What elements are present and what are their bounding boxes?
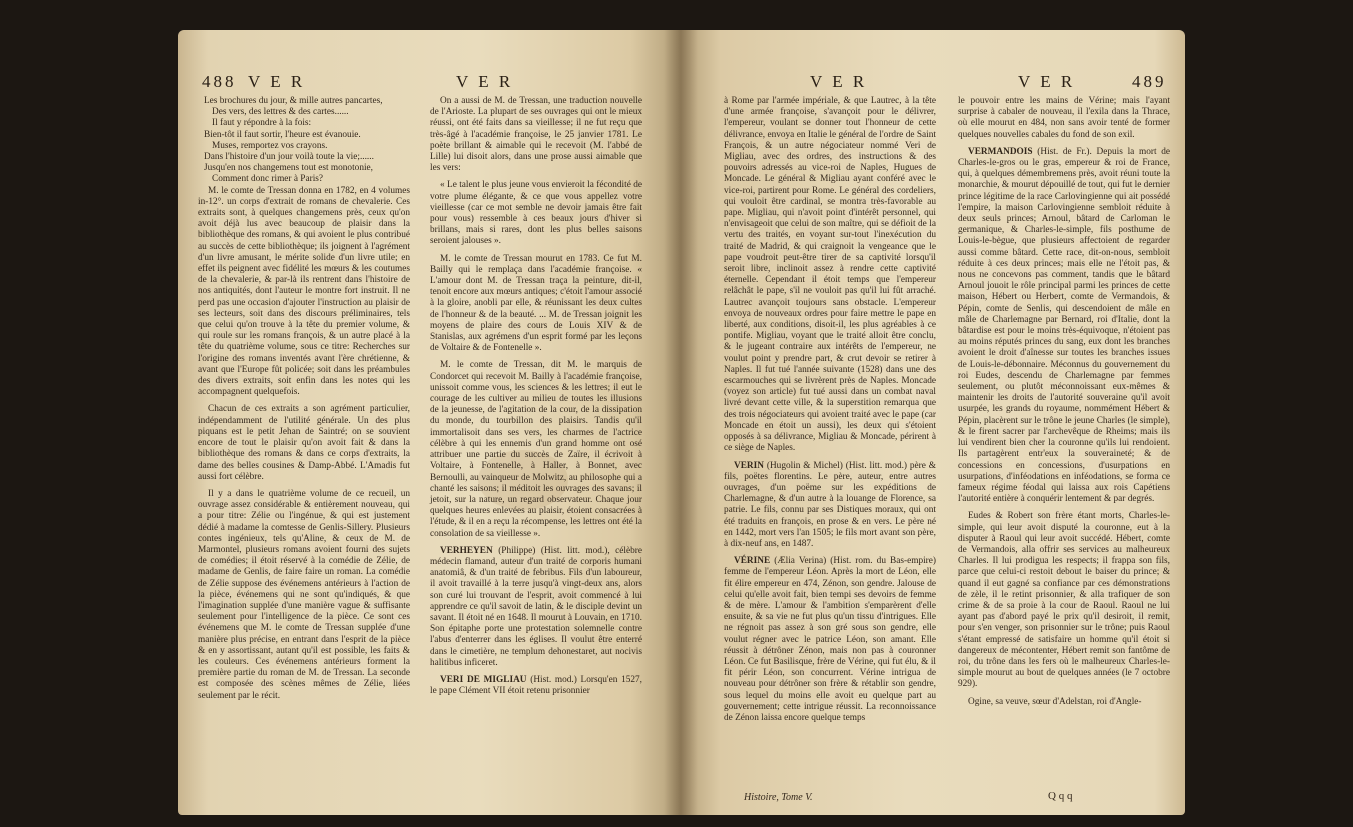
right-column-1 bbox=[724, 96, 936, 730]
paragraph bbox=[430, 96, 642, 174]
paragraph-text: (Hugolin & Michel) (Hist. litt. mod.) père & fils, poëtes florentins. Le père, auteur, entre autres ouvrages, d'un poëme sur les expéditions de Charlemagne, & d'un autre à la louange de Florence, sa patrie. Le fils, connu par ses Distiques moraux, qui ont été traduits en françois, en prose & en vers. Le père né en 1442, mort vers l'an 1505; le fils mort avant son père, à dix-neuf ans, en 1487. bbox=[724, 460, 936, 549]
verse-line bbox=[198, 96, 410, 107]
verse-line bbox=[198, 163, 410, 174]
paragraph-text: « Le talent le plus jeune vous envieroit la fécondité de votre plume élégante, & ce que vous appellez votre vieillesse (car ce mot semble ne devoir jamais être fait pour vous) ressemble à ces beaux jours d'hiver si brillans, mais si rares, dont les plus belles saisons seroient jalouses ». bbox=[430, 180, 642, 247]
running-head-left-a: V E R bbox=[248, 72, 306, 91]
paragraph-text: Bien-tôt il faut sortir, l'heure est évanouie. bbox=[204, 129, 361, 140]
paragraph-text: M. le comte de Tressan donna en 1782, en 4 volumes in-12°. un corps d'extrait de romans de chevalerie. Ces extraits sont, à quelques changemens près, ceux qu'on avoit déjà lus avec beaucoup de plaisir dans la bibliothèque des romans, & qui avoient le plus contribué au succès de cette bibliothèque; ils joignent à l'agrément d'un livre amusant, le mérite solide d'un livre utile; en effet ils peignent avec fidélité les mœurs & les coutumes de la chevalerie, & par-là ils rentrent dans l'histoire de nos antiquités, dont l'auteur le montre fort instruit. Il ne perd pas une occasion d'ajouter l'instruction au plaisir de ses lecteurs, soit dans des discours préliminaires, tels que celui qu'on trouve à la tête du premier volume, & qui roule sur les romans françois, & un autre placé à la tête du quatrième volume, sous ce titre: Recherches sur l'origine des romans inventés avant l'ère chrétienne, & avant que l'Europe fût policée; soit dans les préambules des divers extraits, soit enfin dans les notes qui les accompagnent quelquefois. bbox=[198, 185, 410, 398]
paragraph-text: le pouvoir entre les mains de Vérine; mais l'ayant surprise à cabaler de nouveau, il l'exila dans la Thrace, où elle mourut en 484, non sans avoir tenté de former quelques nouvelles cabales du fond de son exil. bbox=[958, 96, 1170, 140]
left-page bbox=[178, 30, 680, 815]
paragraph-text: Jusqu'en nos changemens tout est monotonie, bbox=[204, 163, 373, 174]
book-gutter bbox=[664, 30, 698, 815]
entry-headword: VERI DE MIGLIAU bbox=[440, 674, 527, 685]
running-head-right-b: V E R bbox=[1018, 72, 1076, 91]
paragraph bbox=[430, 675, 642, 697]
paragraph bbox=[430, 360, 642, 539]
paragraph bbox=[958, 511, 1170, 690]
entry-headword: VERIN bbox=[734, 460, 764, 471]
paragraph bbox=[198, 186, 410, 399]
paragraph-text: (Ælia Verina) (Hist. rom. du Bas-empire) femme de l'empereur Léon. Après la mort de Léon, elle fit élire empereur en 474, Zénon, son gendre. Jalouse de celui qu'elle avoit fait, bien tempi ses devoirs de femme & de mère. L'amour & l'ambition s'emparèrent d'elle ensuite, & sa vie ne fut plus qu'un tissu d'intrigues. Elle ne régnoit pas assez à son gré sous son gendre, elle voulut régner avec le patrice Léon, son amant. Elle réussit à détrôner Zénon, mais non pas à couronner Léon. Ce fut Basilisque, frère de Vérine, qui fut élu, & il fit périr Léon, son concurrent. Vérine intrigua de nouveau pour détrôner son frère & rétablir son gendre, sous lequel du moins elle avoit eu quelque part au gouvernement; cette intrigue réussit. La reconnoissance de Zénon laissa encore quelque temps bbox=[724, 556, 936, 723]
paragraph bbox=[724, 556, 936, 724]
paragraph bbox=[958, 96, 1170, 141]
paragraph bbox=[724, 461, 936, 551]
running-head-right-a: V E R bbox=[810, 72, 868, 91]
footer-title: Histoire, Tome V. bbox=[744, 792, 813, 803]
paragraph bbox=[198, 404, 410, 482]
entry-headword: VERMANDOIS bbox=[968, 146, 1033, 157]
verse-line bbox=[198, 107, 410, 118]
left-column-2 bbox=[430, 96, 642, 703]
left-column-1 bbox=[198, 96, 410, 708]
paragraph-text: Il faut y répondre à la fois: bbox=[212, 118, 312, 129]
paragraph-text: à Rome par l'armée impériale, & que Lautrec, à la tête d'une armée françoise, s'avançoit pour le délivrer, l'empereur, voulant se donner tout l'honneur de cette délivrance, envoya en Italie le général de l'ordre de Saint François, & un autre négociateur nommé Veri de Migliau, avec des ordres, des instructions & des pouvoirs adressés au vice-roi de Naples, Hugues de Moncade. Le général & Migliau ayant conféré avec le vice-roi, partirent pour Rome. Le général des cordeliers, qui vouloit être cardinal, se montra très-favorable au pape. Migliau, qui n'avoit point d'intérêt personnel, qui n'envisageoit que celui de son maître, qui se défioit de la vertu des traités, en voyant sur-tout l'inexécution du traité de Madrid, & qui craignoit la vengeance que le pape voudroit peut-être tirer de sa captivité lorsqu'il seroit libre, inclinoit assez à rendre cette captivité éternelle. Cependant il étoit temps que l'empereur relâchât le pape, s'il ne vouloit pas qu'il lui fût arraché. Lautrec avançoit toujours sans obstacle. L'empereur envoya de nouveaux ordres pour faire mettre le pape en liberté, aux conditions, disoit-il, les plus agréables à ce pontife. Migliau, voyant que le traité alloit être conclu, & le jugeant contraire aux intérêts de l'empereur, ne voulut point y prendre part, & crut devoir se retirer à Naples. Il fut tué l'année suivante (1528) dans une des escarmouches qui se livrèrent près de Naples. Moncade (voyez son article) fut tué aussi dans un combat naval livré devant cette ville, & la superstition remarqua que des trois négociateurs qui avoient traité avec le pape (car Moncade en étoit un aussi), les deux qui s'étoient opposés à sa délivrance, Migliau & Moncade, périrent à ce siège de Naples. bbox=[724, 96, 936, 454]
entry-headword: VERHEYEN bbox=[440, 545, 493, 556]
paragraph-text: Chacun de ces extraits a son agrément particulier, indépendamment de l'utilité générale. Un des plus piquans est le petit Jehan de Saintré; on se souvient encore de tout le plaisir qu'on avoit fait & dans la bibliothèque des romans & dans ce corps d'extraits, la dame des belles cousines & Damp-Abbé. L'Amadis fut aussi fort célèbre. bbox=[198, 404, 410, 482]
paragraph-text: (Philippe) (Hist. litt. mod.), célèbre médecin flamand, auteur d'un traité de corporis humani anatomiâ, & d'un traité de febribus. Fils d'un laboureur, il avoit travaillé à la terre jusqu'à vingt-deux ans, alors son curé lui trouvant de l'esprit, avoit commencé à lui apprendre ce qu'il savoit de latin, & le disciple devint un savant. Il étoit né en 1648. Il mourut à Louvain, en 1710. Son épitaphe porte une protestation solemnelle contre l'abus d'enterrer dans les églises. Il voulut être enterré dans le cimetière, ne templum dehonestaret, aut nocivis halitibus inficeret. bbox=[430, 545, 642, 668]
paragraph bbox=[724, 96, 936, 455]
paragraph-text: Les brochures du jour, & mille autres pancartes, bbox=[204, 96, 383, 106]
paragraph-text: (Hist. mod.) Lorsqu'en 1527, le pape Clément VII étoit retenu prisonnier bbox=[430, 674, 642, 697]
right-page bbox=[680, 30, 1185, 815]
running-head-left-b: V E R bbox=[456, 72, 514, 91]
verse-line bbox=[198, 130, 410, 141]
paragraph-text: M. le comte de Tressan mourut en 1783. Ce fut M. Bailly qui le remplaça dans l'académie françoise. « L'amour dont M. de Tressan traça la peinture, dit-il, tenoit encore aux mœurs antiques; c'étoit l'amour associé à la gloire, anobli par elle, & réunissant les deux cultes de l'honneur & de la beauté. ... M. de Tressan joignit les moyens de plaire des cours de Louis XIV & de Stanislas, aux agrémens d'un esprit formé par les leçons de Voltaire & de Fontenelle ». bbox=[430, 253, 642, 354]
paragraph-text: Muses, remportez vos crayons. bbox=[212, 140, 328, 151]
paragraph-text: Dans l'histoire d'un jour voilà toute la vie;...... bbox=[204, 152, 374, 163]
paragraph bbox=[958, 147, 1170, 506]
paragraph-text: (Hist. de Fr.). Depuis la mort de Charles-le-gros ou le gras, empereur & roi de France, qui, à quelques démembremens près, avoit réuni toute la monarchie, & mourut dépouillé de tout, qui fut le dernier prince légitime de la race Carlovingienne qui ait possédé l'empire, la maison Carlovingienne sembloit réduite à deux seuls princes; Arnoul, bâtard de Carloman le germanique, & Charles-le-simple, fils posthume de Louis-le-bègue, que plusieurs affectoient de regarder aussi comme bâtard. Cette race, dit-on-nous, sembloit réduite à ces deux princes; mais elle ne l'étoit pas, & nous ne concevons pas comment, tandis que le bâtard Arnoul jouoit le rôle principal parmi les princes de cette maison, Hébert ou Herbert, comte de Vermandois, & Pépin, comte de Senlis, qui descendoient de mâle en mâle de Charlemagne par Bernard, roi d'Italie, dont la bâtardise est pour le moins très-équivoque, n'étoient pas au moins réputés princes du sang, eux dont les branches avoient le droit d'aînesse sur toutes les branches issues de Louis-le-débonnaire. Méconnus du gouvernement du roi Eudes, descendu de Charlemagne par femmes seulement, ou plutôt méconnoissant eux-mêmes & maintenir les droits de l'autorité souveraine qu'il avoit usurpée, les grands du royaume, nommément Hébert & Pépin, placèrent sur le trône le jeune Charles (le simple), & le firent sacrer par l'archevêque de Rheims; mais ils lui vendirent bien cher la couronne qu'ils lui rendoient. Ils partagèrent entr'eux la souveraineté; & de concessions en concessions, d'usurpations en usurpations, d'inféodations en inféodations, se forma ce fameux régime féodal qui laissa aux rois Capétiens l'autorité entière à conquérir lentement & par degrés. bbox=[958, 146, 1170, 505]
page-number-left: 488 bbox=[202, 72, 237, 91]
entry-headword: VÉRINE bbox=[734, 556, 771, 567]
signature-mark: Q q q bbox=[1048, 790, 1073, 802]
paragraph bbox=[958, 697, 1170, 708]
paragraph-text: Comment donc rimer à Paris? bbox=[212, 174, 324, 185]
paragraph-text: On a aussi de M. de Tressan, une traduction nouvelle de l'Arioste. La plupart de ses ouvrages qui ont le mieux réussi, ont été faits dans sa vieillesse; il ne fut reçu que très-âgé à l'académie françoise, le 25 janvier 1781. Le poète brillant & aimable qui le recevoit (M. l'abbé de Lille) lui disoit alors, dans une prose aussi aimable que les vers: bbox=[430, 96, 642, 174]
right-column-2 bbox=[958, 96, 1170, 714]
verse-line bbox=[198, 141, 410, 152]
verse-line bbox=[198, 174, 410, 185]
paragraph bbox=[430, 180, 642, 247]
paragraph-text: Des vers, des lettres & des cartes...... bbox=[212, 107, 349, 118]
verse-line bbox=[198, 152, 410, 163]
paragraph bbox=[430, 254, 642, 355]
paragraph-text: Il y a dans le quatrième volume de ce recueil, un ouvrage assez considérable & entièrement nouveau, qui a pour titre: Zélie ou l'ingénue, & qui est justement dédié à madame la comtesse de Genlis-Sillery. Plusieurs contes ingénieux, tels qu'Aline, & ceux de M. de Marmontel, plusieurs romans avoient fourni des sujets de comédies; il étoit réservé à la comédie de Zélie, de madame de Genlis, de faire faire un roman. La comédie de Zélie suppose des événemens antérieurs à l'action de la pièce, événemens qui ne sont qu'indiqués, & que l'imagination supplée d'une manière vague & suffisante seulement pour l'intelligence de la pièce. Ce sont ces événemens que M. le comte de Tressan supplée d'une manière plus précise, en entrant dans l'esprit de la pièce & en y assortissant, autant qu'il est possible, les faits & les couleurs. Ces événemens antérieurs forment la première partie du roman de M. de Tressan. La seconde est composée des scènes mêmes de Zélie, liées seulement par le récit. bbox=[198, 488, 410, 701]
paragraph-text: Eudes & Robert son frère étant morts, Charles-le-simple, qui leur avoit disputé la couronne, eut à la disputer à Raoul qui leur avoit succédé. Hébert, comte de Vermandois, alla offrir ses services au malheureux Charles. Il lui prodigua les respects; il frappa son fils, parce que celui-ci restoit debout le baiser du prince; & quand il eut gagné sa confiance par ces démonstrations de zèle, il le retint prisonnier, & alla trafiquer de son crime & de sa proie à la cour de Raoul. Raoul ne lui ayant pas d'abord payé le prix qu'il desiroit, il remit, pour s'en venger, son prisonnier sur le trône; puis Raoul s'étant empressé de satisfaire un homme qu'il étoit si dangereux de mécontenter, Hébert remit son fantôme de roi, du trône dans les fers où le malheureux Charles-le-simple mourut au bout de quelques années (le 7 octobre 929). bbox=[958, 511, 1170, 690]
paragraph-text: M. le comte de Tressan, dit M. le marquis de Condorcet qui recevoit M. Bailly à l'académie françoise, unissoit comme vous, les sciences & les lettres; il eut le courage de les cultiver au milieu de toutes les illusions de la jeunesse, de l'agitation de la cour, de la dissipation du monde, du tourbillon des plaisirs. Tandis qu'il immortalisoit dans ses vers, les charmes de l'actrice célèbre à qui les ennemis d'un grand homme ont osé attribuer une partie du succès de Zaïre, il écrivoit à Voltaire, à Fontenelle, à Haller, à Bonnet, avec Bernoulli, au vainqueur de Molwitz, au philosophe qui a chanté les saisons; il méditoit les ouvrages des savans; il jetoit, sur la nature, un regard observateur. Chaque jour quelques heures enlevées au plaisir, étoient consacrées à l'étude, & il en a reçu la récompense, les lettres ont été la consolation de sa vieillesse ». bbox=[430, 360, 642, 539]
paragraph bbox=[430, 546, 642, 669]
page-number-right: 489 bbox=[1132, 72, 1167, 91]
verse-line bbox=[198, 118, 410, 129]
paragraph-text: Ogine, sa veuve, sœur d'Adelstan, roi d'Angle- bbox=[968, 696, 1142, 707]
paragraph bbox=[198, 489, 410, 702]
